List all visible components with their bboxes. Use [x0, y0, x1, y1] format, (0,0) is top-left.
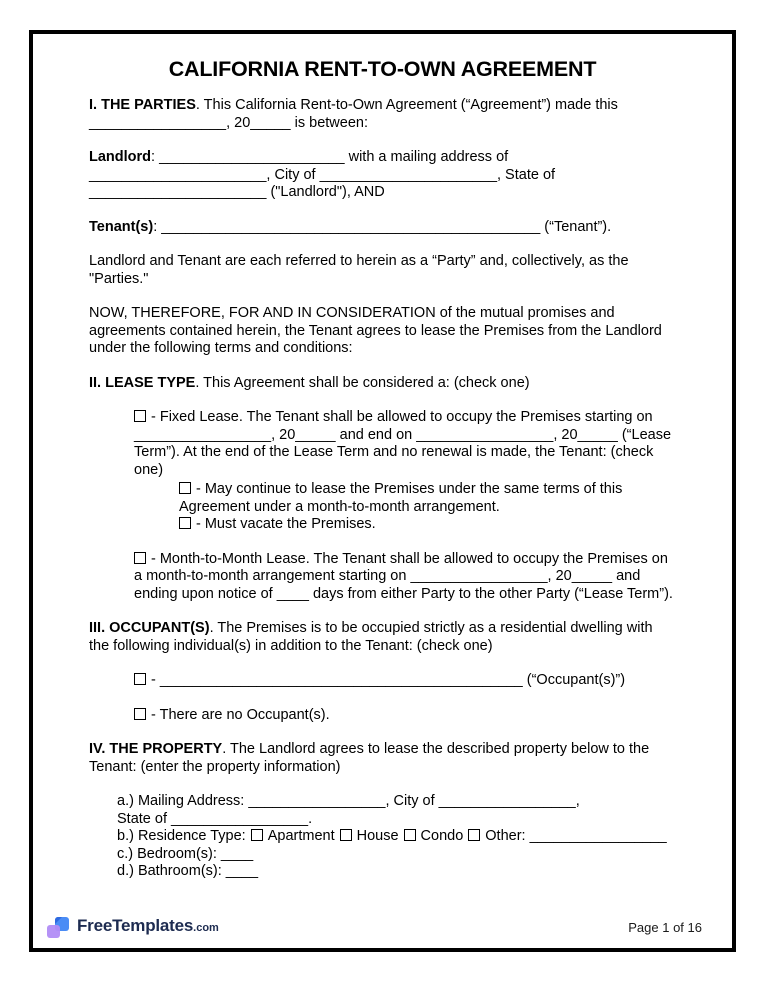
landlord-label: Landlord [89, 149, 152, 165]
residence-type-label: b.) Residence Type: [117, 828, 246, 844]
occupants-none-checkbox[interactable] [134, 708, 146, 720]
occupants-none-option [134, 707, 676, 725]
condo-checkbox[interactable] [404, 829, 416, 841]
house-label: House [356, 828, 399, 844]
vacate-checkbox[interactable] [179, 517, 191, 529]
fixed-lease-suboption-continue [179, 481, 676, 516]
section-parties-label: I. THE PARTIES [89, 97, 196, 113]
section-parties-text: . This California Rent-to-Own Agreement (“Agreement”) made this _________________, 20_____ is between: [89, 97, 618, 131]
other-checkbox[interactable] [468, 829, 480, 841]
document-title: CALIFORNIA RENT-TO-OWN AGREEMENT [168, 57, 597, 81]
property-item-d: d.) Bathroom(s): ____ [117, 863, 259, 879]
house-checkbox[interactable] [340, 829, 352, 841]
document-page [29, 30, 736, 952]
month-to-month-option [134, 551, 676, 604]
fixed-lease-suboption-vacate [179, 516, 676, 534]
freetemplates-logo[interactable] [47, 916, 219, 939]
property-item-b [117, 828, 676, 846]
occupants-none-text: - There are no Occupant(s). [151, 706, 330, 723]
property-item-a-line2: State of _________________. [117, 810, 313, 827]
logo-tld-text: .com [193, 922, 219, 935]
freetemplates-logo-icon [47, 916, 70, 939]
fixed-lease-option [134, 409, 676, 479]
condo-label: Condo [420, 828, 464, 844]
section-lease-type [89, 375, 676, 393]
section-lease-type-text: . This Agreement shall be considered a: (check one) [195, 374, 530, 391]
occupants-named-checkbox[interactable] [134, 673, 146, 685]
tenant-clause [89, 219, 676, 237]
month-to-month-text: - Month-to-Month Lease. The Tenant shall be allowed to occupy the Premises on a month-to-month arrangement starting on _________________, 20_____ and ending upon notice of ____ days from either Party to the other Party (“Lease Term”). [134, 550, 673, 602]
apartment-checkbox[interactable] [251, 829, 263, 841]
continue-lease-text: - May continue to lease the Premises under the same terms of this Agreement under a month-to-month arrangement. [179, 481, 623, 515]
landlord-clause [89, 149, 676, 202]
section-property [89, 741, 676, 776]
occupants-named-text: - _____________________________________________ (“Occupant(s)”) [151, 672, 626, 688]
parties-definition: Landlord and Tenant are each referred to herein as a “Party” and, collectively, as the "Parties." [89, 253, 629, 287]
apartment-label: Apartment [267, 828, 335, 844]
property-item-a-line1: a.) Mailing Address: _________________, City of _________________, [117, 793, 580, 809]
section-parties [89, 97, 676, 132]
page-footer [47, 916, 702, 939]
tenant-text: : _______________________________________________ (“Tenant”). [153, 218, 612, 235]
logo-brand-text: FreeTemplates [77, 916, 194, 936]
consideration-clause: NOW, THEREFORE, FOR AND IN CONSIDERATION of the mutual promises and agreements contained herein, the Tenant agrees to lease the Premises from the Landlord under the following terms and conditions: [89, 305, 662, 356]
continue-lease-checkbox[interactable] [179, 482, 191, 494]
property-item-c: c.) Bedroom(s): ____ [117, 845, 254, 862]
section-occupants-text: . The Premises is to be occupied strictly as a residential dwelling with the following individual(s) in addition to the Tenant: (check one) [89, 620, 653, 654]
logo-wordmark [77, 917, 219, 938]
section-property-text: . The Landlord agrees to lease the described property below to the Tenant: (enter the property information) [89, 741, 650, 775]
fixed-lease-checkbox[interactable] [134, 410, 146, 422]
occupants-named-option [134, 672, 676, 690]
month-to-month-checkbox[interactable] [134, 552, 146, 564]
page-number: Page 1 of 16 [628, 919, 702, 935]
logo-purple-square [47, 925, 60, 938]
section-lease-type-label: II. LEASE TYPE [89, 374, 196, 391]
tenant-label: Tenant(s) [89, 218, 154, 235]
fixed-lease-text: - Fixed Lease. The Tenant shall be allowed to occupy the Premises starting on _________________, 20_____ and end on _________________, 20_____ (“Lease Term”). At the end of the Lease Term and no renewal is made, the Tenant: (check one) [134, 409, 672, 478]
section-property-label: IV. THE PROPERTY [89, 741, 223, 757]
section-occupants-label: III. OCCUPANT(S) [89, 620, 210, 636]
other-label: Other: _________________ [485, 828, 667, 844]
section-occupants [89, 620, 676, 655]
landlord-text: : _______________________ with a mailing address of ______________________, City of ______________________, State of ______________________ ("Landlord"), AND [89, 149, 556, 200]
vacate-text: - Must vacate the Premises. [196, 516, 376, 532]
